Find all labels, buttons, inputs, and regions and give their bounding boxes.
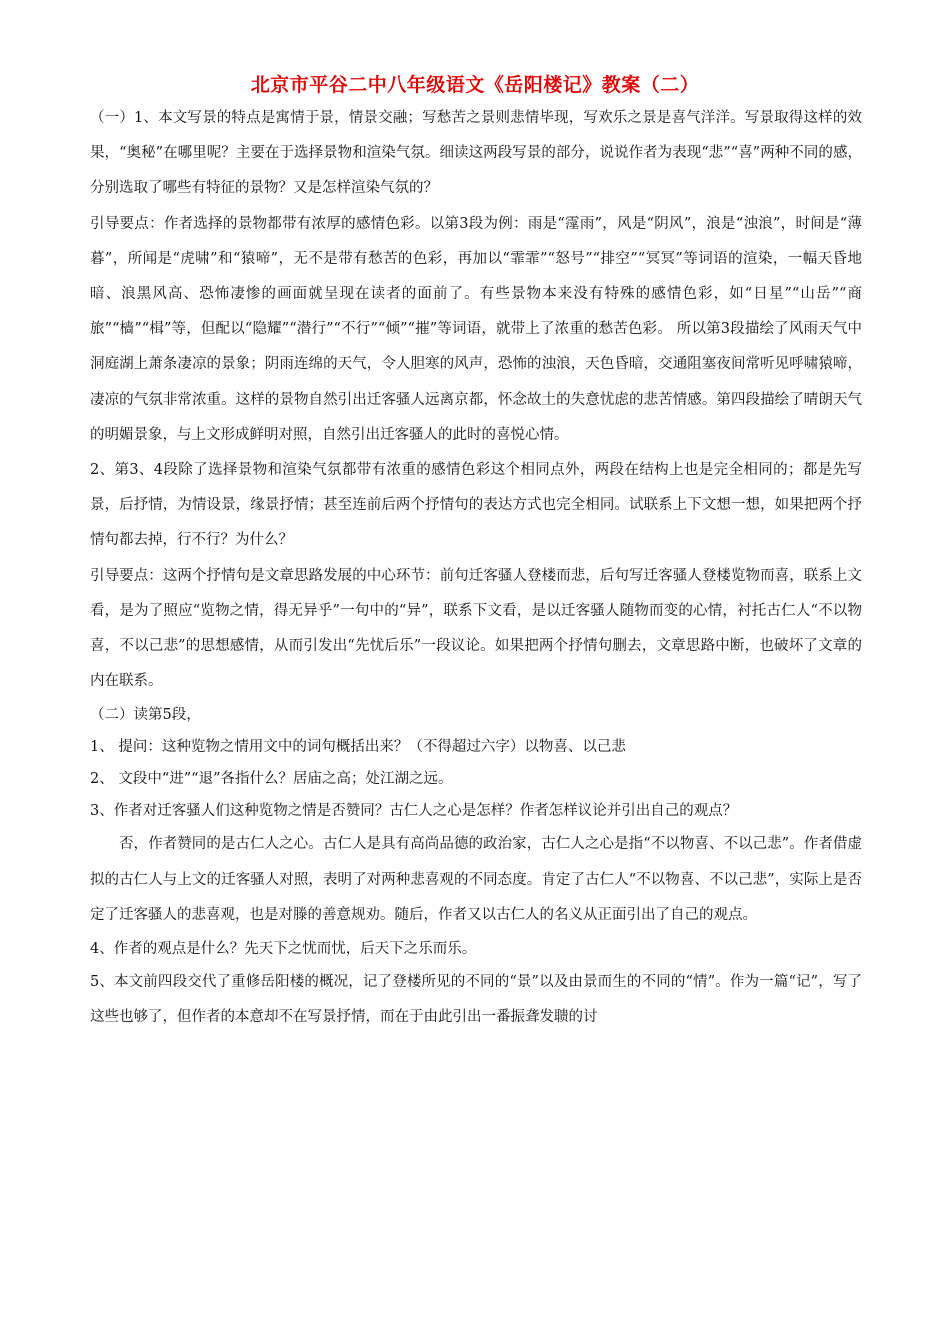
paragraph-5: （二）读第5段， [90, 707, 201, 724]
paragraph-7: 2、 文段中“进”“退”各指什么？居庙之高；处江湖之远。 [90, 771, 453, 788]
paragraph-3: 2、第3、4段除了选择景物和渲染气氛都带有浓重的感情色彩这个相同点外，两段在结构上也是完全相同的；都是先写景，后抒情，为情设景，缘景抒情；甚至连前后两个抒情句的表达方式也完全相同。试联系上下文想一想，如果把两个抒情句都去掉，行不行？为什么？ [90, 462, 862, 549]
paragraph-10: 4、作者的观点是什么？先天下之忧而忧，后天下之乐而乐。 [90, 941, 477, 958]
paragraph-2: 引导要点：作者选择的景物都带有浓厚的感情色彩。以第3段为例：雨是“霪雨”，风是“阴风”，浪是“浊浪”，时间是“薄暮”，所闻是“虎啸”和“猿啼”，无不是带有愁苦的色彩，再加以“霏霏”“怒号”“排空”“冥冥”等词语的渲染，一幅天昏地暗、浪黑风高、恐怖凄惨的画面就呈现在读者的面前了。有些景物本来没有特殊的感情色彩，如“日星”“山岳”“商旅”“樯”“楫”等，但配以“隐耀”“潜行”“不行”“倾”“摧”等词语，就带上了浓重的愁苦色彩。 所以第3段描绘了风雨天气中洞庭湖上萧条凄凉的景象；阴雨连绵的天气，令人胆寒的风声，恐怖的浊浪，天色昏暗，交通阻塞夜间常听见呼啸猿啼，凄凉的气氛非常浓重。这样的景物自然引出迁客骚人远离京都，怀念故土的失意忧虑的悲苦情感。第四段描绘了晴朗天气的明媚景象，与上文形成鲜明对照，自然引出迁客骚人的此时的喜悦心情。 [90, 215, 862, 443]
paragraph-9: 否，作者赞同的是古仁人之心。古仁人是具有高尚品德的政治家，古仁人之心是指“不以物喜、不以己悲”。作者借虚拟的古仁人与上文的迁客骚人对照，表明了对两种悲喜观的不同态度。肯定了古仁人“不以物喜、不以己悲”，实际上是否定了迁客骚人的悲喜观，也是对滕的善意规劝。随后，作者又以古仁人的名义从正面引出了自己的观点。 [90, 836, 862, 923]
paragraph-1: （一）1、本文写景的特点是寓情于景，情景交融；写愁苦之景则悲情毕现，写欢乐之景是喜气洋洋。写景取得这样的效果，“奥秘”在哪里呢？主要在于选择景物和渲染气氛。细读这两段写景的部分，说说作者为表现“悲”“喜”两种不同的感，分别选取了哪些有特征的景物？又是怎样渲染气氛的？ [90, 110, 862, 197]
document-title: 北京市平谷二中八年级语文《岳阳楼记》教案（二） [250, 74, 700, 96]
paragraph-11: 5、本文前四段交代了重修岳阳楼的概况，记了登楼所见的不同的“景”以及由景而生的不同的“情”。作为一篇“记”，写了这些也够了，但作者的本意却不在写景抒情，而在于由此引出一番振聋发聩的讨 [90, 974, 862, 1026]
paragraph-4: 引导要点：这两个抒情句是文章思路发展的中心环节：前句迁客骚人登楼而悲，后句写迁客骚人登楼览物而喜，联系上文看，是为了照应“览物之情，得无异乎”一句中的“异”，联系下文看，是以迁客骚人随物而变的心情，衬托古仁人“不以物喜，不以己悲”的思想感情，从而引发出“先忧后乐”一段议论。如果把两个抒情句删去，文章思路中断，也破坏了文章的内在联系。 [90, 567, 862, 690]
paragraph-8: 3、作者对迁客骚人们这种览物之情是否赞同？古仁人之心是怎样？作者怎样议论并引出自己的观点？ [90, 803, 738, 820]
document-body [90, 101, 862, 1035]
paragraph-6: 1、 提问：这种览物之情用文中的词句概括出来？（不得超过六字）以物喜、以己悲 [90, 739, 626, 756]
